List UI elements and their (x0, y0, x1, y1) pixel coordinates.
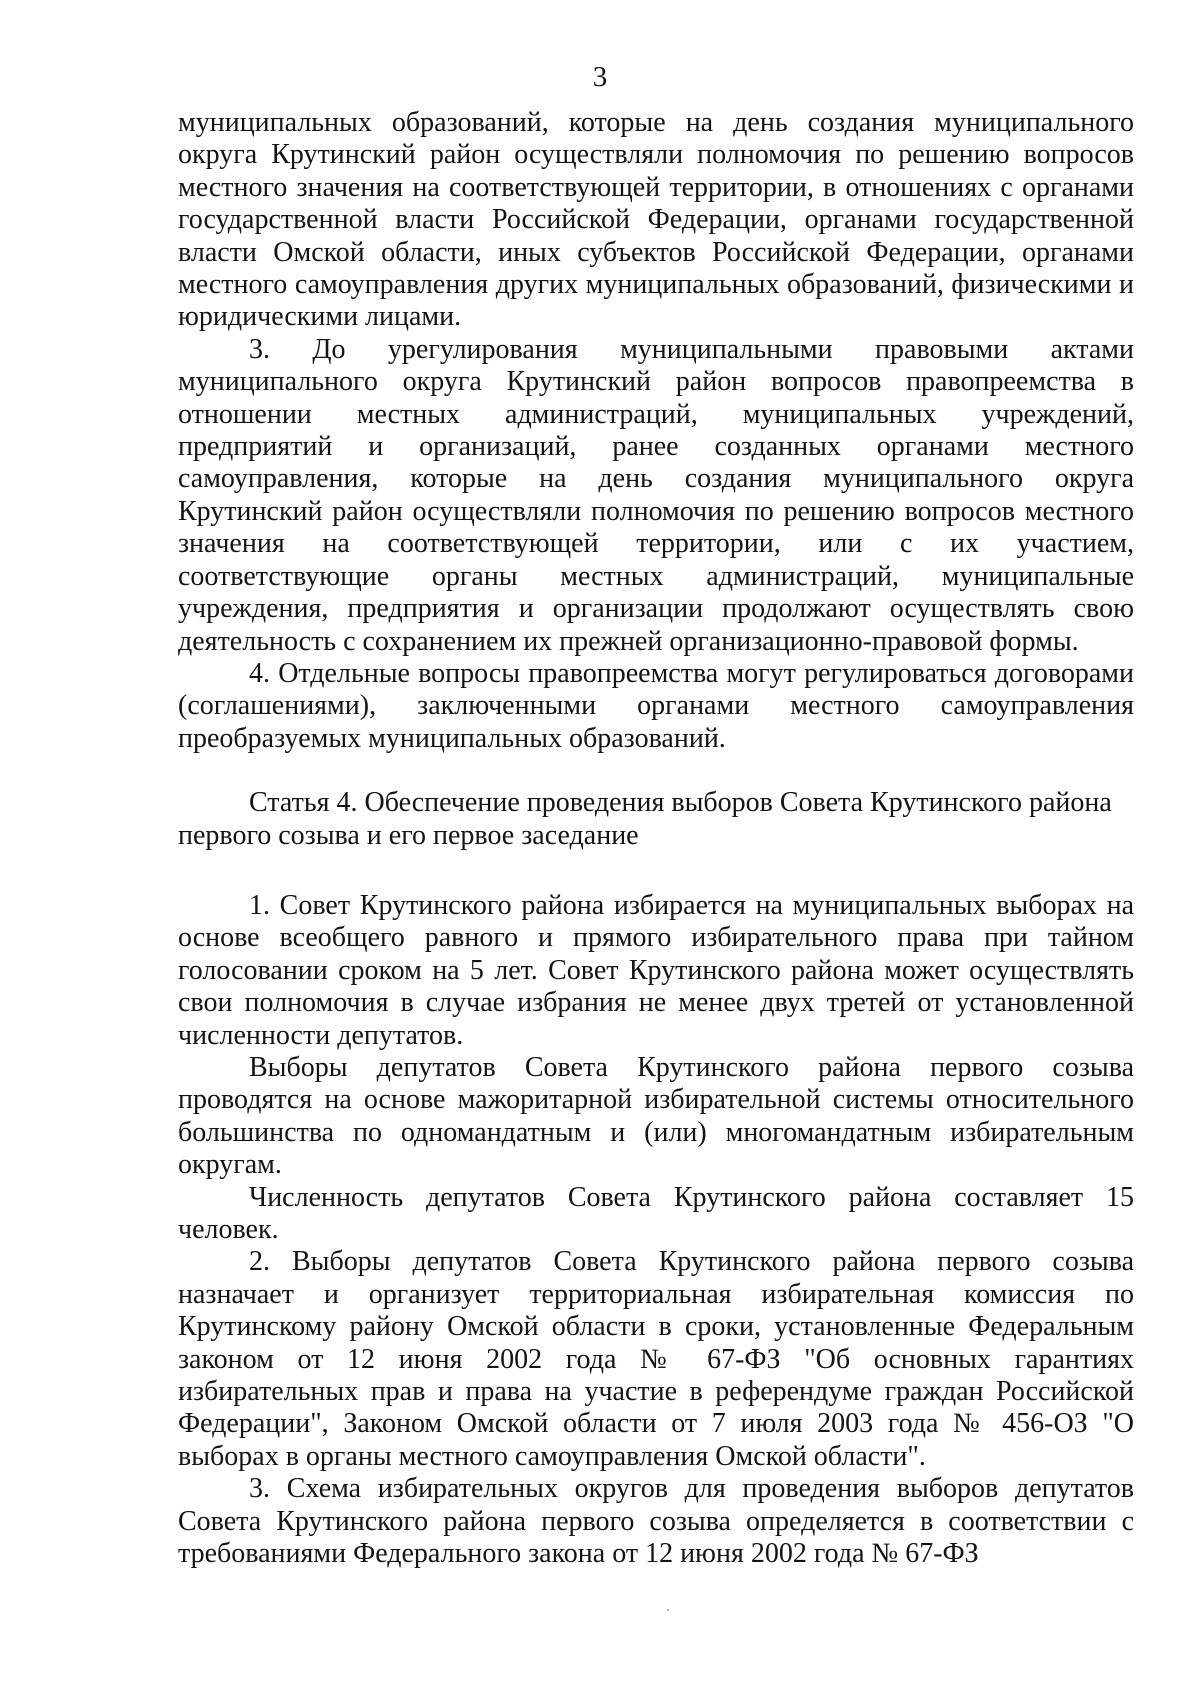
paragraph-deputies-count: Численность депутатов Совета Крутинского района составляет 15 человек. (178, 1181, 1134, 1245)
spacer (178, 755, 1134, 787)
spacer (178, 852, 1134, 890)
paragraph-elections-system: Выборы депутатов Совета Крутинского района первого созыва проводятся на основе мажоритарной избирательной системы относительного большинства по одномандатным и (или) многомандатным избирательным округам. (178, 1051, 1134, 1181)
article-4-heading: Статья 4. Обеспечение проведения выборов Совета Крутинского района первого созыва и его первое заседание (178, 787, 1112, 851)
paragraph-article4-item-1: 1. Совет Крутинского района избирается на муниципальных выборах на основе всеобщего равного и прямого избирательного права при тайном голосовании сроком на 5 лет. Совет Крутинского района может осуществлять свои полномочия в случае избрания не менее двух третей от установленной численности депутатов. (178, 889, 1134, 1051)
paragraph-item-4: 4. Отдельные вопросы правопреемства могут регулироваться договорами (соглашениями), заключенными органами местного самоуправления преобразуемых муниципальных образований. (178, 657, 1134, 754)
paragraph-article4-item-2: 2. Выборы депутатов Совета Крутинского района первого созыва назначает и организует территориальная избирательная комиссия по Крутинскому району Омской области в сроки, установленные Федеральным законом от 12 июня 2002 года № 67-ФЗ "Об основных гарантиях избирательных прав и права на участие в референдуме граждан Российской Федерации", Законом Омской области от 7 июля 2003 года № 456-ОЗ "О выборах в органы местного самоуправления Омской области". (178, 1246, 1134, 1472)
document-body (178, 107, 1134, 1570)
page-number: 3 (592, 61, 608, 93)
paragraph-article4-item-3: 3. Схема избирательных округов для проведения выборов депутатов Совета Крутинского района первого созыва определяется в соответствии с требованиями Федерального закона от 12 июня 2002 года № 67-ФЗ (178, 1473, 1134, 1570)
paragraph-item-3: 3. До урегулирования муниципальными правовыми актами муниципального округа Крутинский район вопросов правопреемства в отношении местных администраций, муниципальных учреждений, предприятий и организаций, ранее созданных органами местного самоуправления, которые на день создания муниципального округа Крутинский район осуществляли полномочия по решению вопросов местного значения на соответствующей территории, или с их участием, соответствующие органы местных администраций, муниципальные учреждения, предприятия и организации продолжают осуществлять свою деятельность с сохранением их прежней организационно-правовой формы. (178, 333, 1134, 657)
paragraph-continuation: муниципальных образований, которые на день создания муниципального округа Крутинский район осуществляли полномочия по решению вопросов местного значения на соответствующей территории, в отношениях с органами государственной власти Российской Федерации, органами государственной власти Омской области, иных субъектов Российской Федерации, органами местного самоуправления других муниципальных образований, физическими и юридическими лицами. (178, 107, 1134, 333)
scan-speck (667, 1609, 669, 1611)
